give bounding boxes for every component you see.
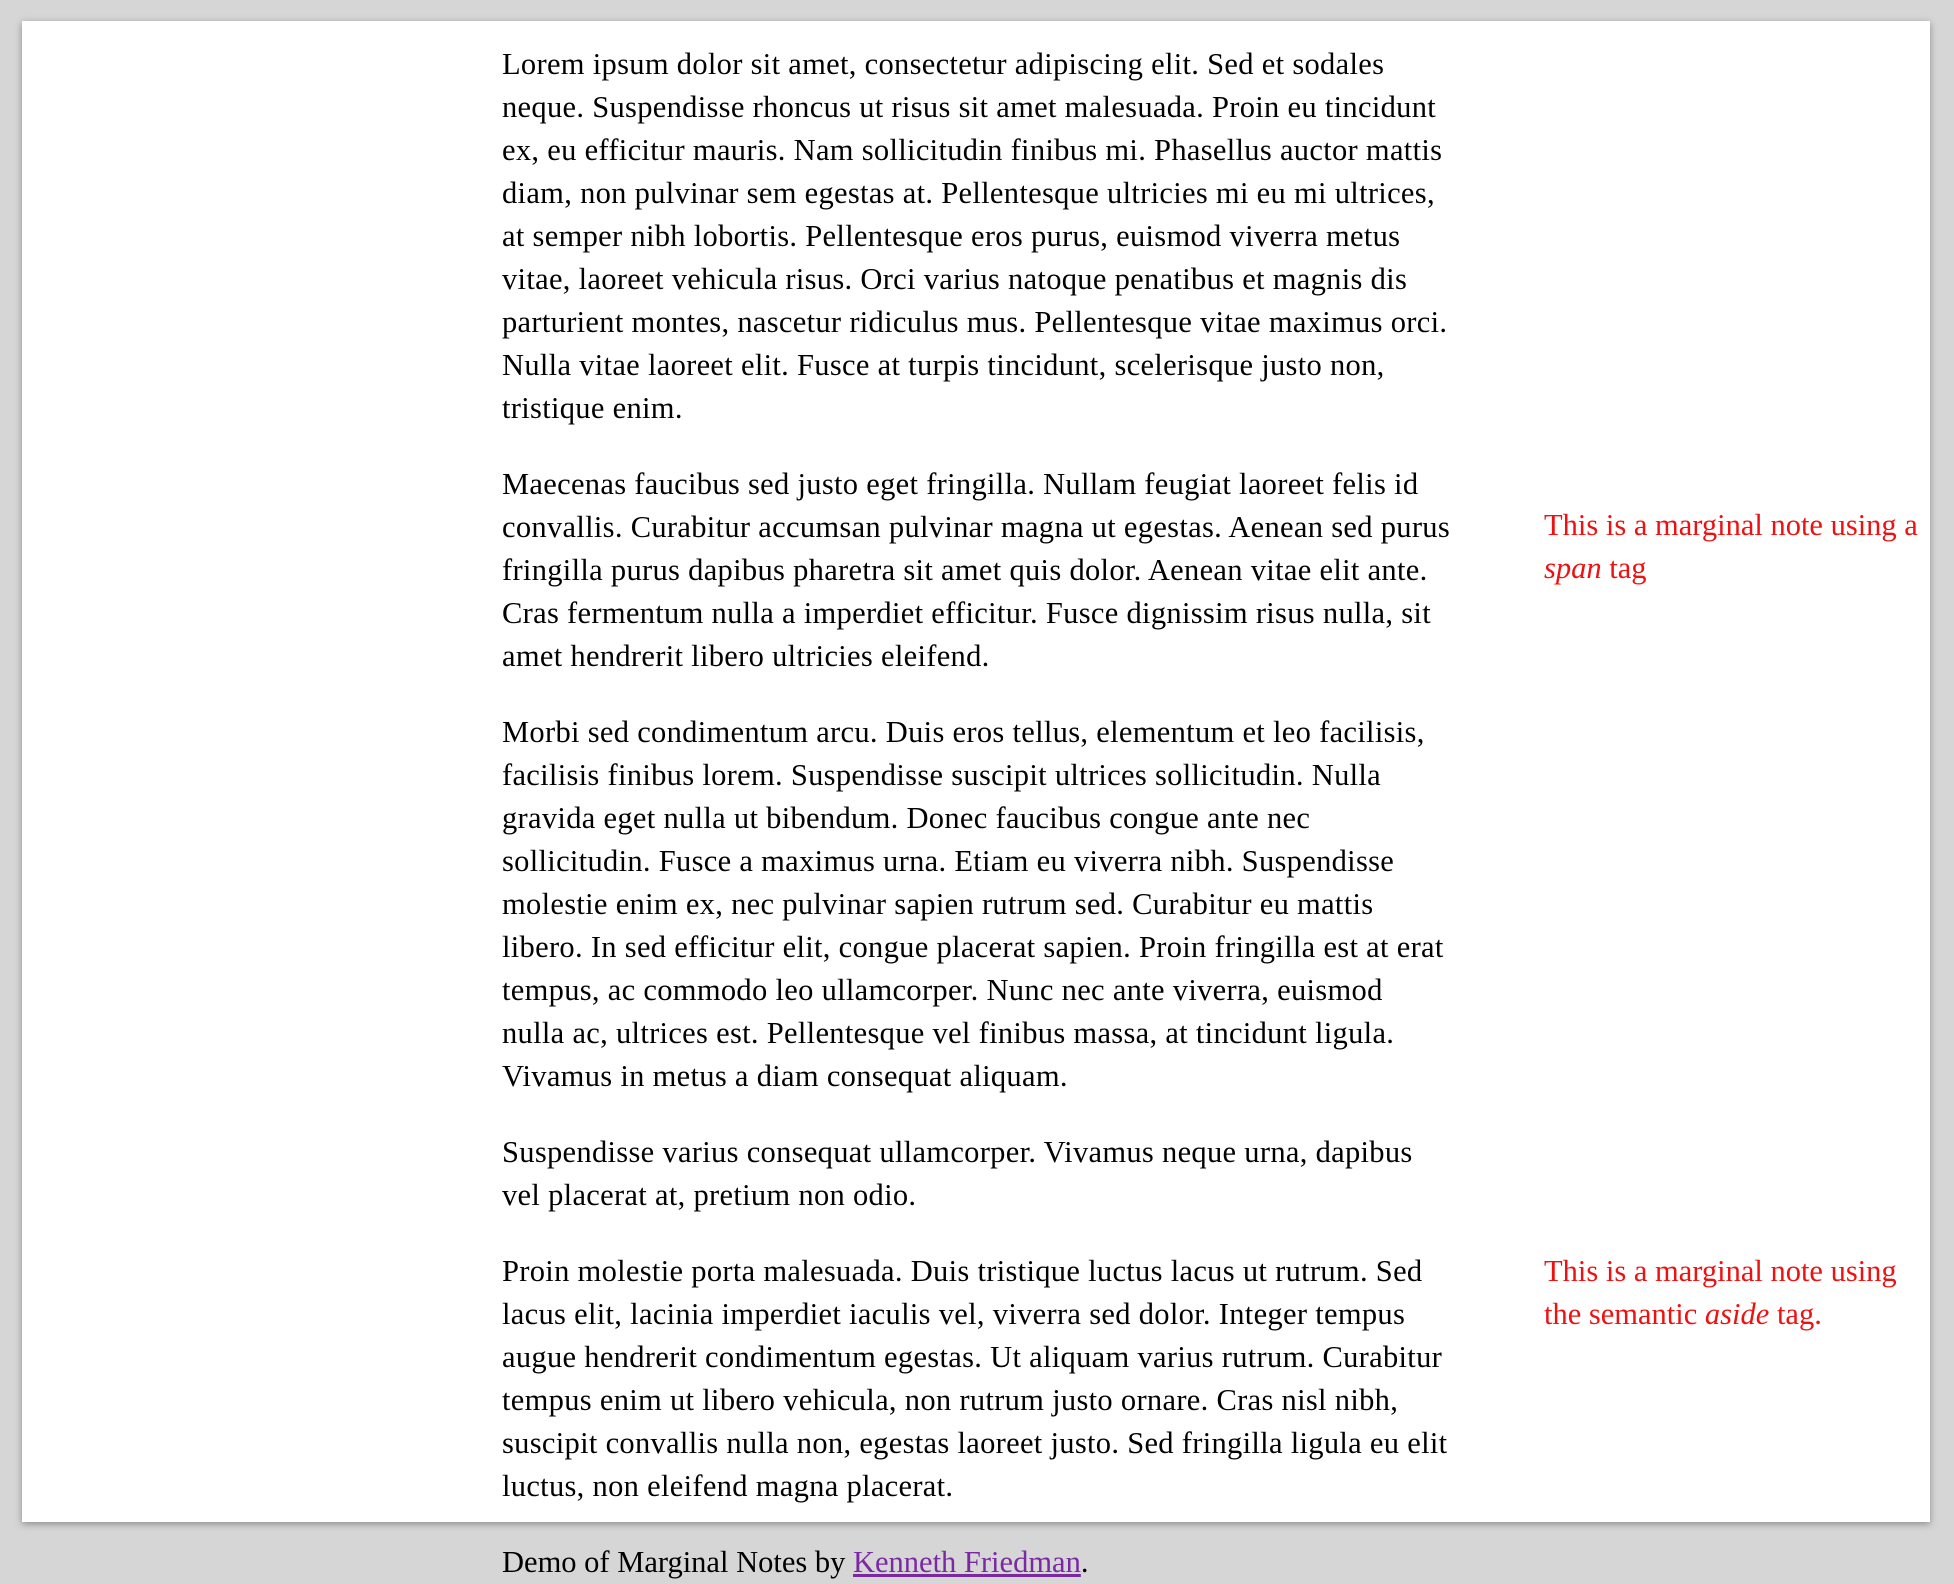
document-block-footer (502, 1541, 1914, 1584)
footer-prefix: Demo of Marginal Notes by (502, 1545, 853, 1579)
body-paragraph: Maecenas faucibus sed justo eget fringilla. Nullam feugiat laoreet felis id convallis. Curabitur accumsan pulvinar magna ut egestas. Aenean sed purus fringilla purus dapibus pharetra sit amet quis dolor. Aenean vitae elit ante. Cras fermentum nulla a imperdiet efficitur. Fusce dignissim risus nulla, sit amet hendrerit libero ultricies eleifend. (502, 467, 1451, 673)
document-block-1 (502, 43, 1914, 430)
main-column (502, 43, 1452, 430)
body-paragraph: Suspendisse varius consequat ullamcorper. Vivamus neque urna, dapibus vel placerat at, pretium non odio. (502, 1135, 1413, 1212)
body-paragraph: Proin molestie porta malesuada. Duis tristique luctus lacus ut rutrum. Sed lacus elit, lacinia imperdiet iaculis vel, viverra sed dolor. Integer tempus augue hendrerit condimentum egestas. Ut aliquam varius rutrum. Curabitur tempus enim ut libero vehicula, non rutrum justo ornare. Cras nisl nibh, suscipit convallis nulla non, egestas laoreet justo. Sed fringilla ligula eu elit luctus, non eleifend magna placerat. (502, 1254, 1448, 1503)
margin-note-aside-trail: tag. (1769, 1297, 1822, 1331)
margin-note-aside-tagname: aside (1704, 1297, 1770, 1331)
footer-credit (502, 1541, 1452, 1584)
author-link[interactable]: Kenneth Friedman (852, 1545, 1081, 1579)
main-column (502, 711, 1452, 1098)
main-column (502, 1250, 1452, 1508)
body-paragraph: Morbi sed condimentum arcu. Duis eros tellus, elementum et leo facilisis, facilisis finibus lorem. Suspendisse suscipit ultrices sollicitudin. Nulla gravida eget nulla ut bibendum. Donec faucibus congue ante nec sollicitudin. Fusce a maximus urna. Etiam eu viverra nibh. Suspendisse molestie enim ex, nec pulvinar sapien rutrum sed. Curabitur eu mattis libero. In sed efficitur elit, congue placerat sapien. Proin fringilla est at erat tempus, ac commodo leo ullamcorper. Nunc nec ante viverra, euismod nulla ac, ultrices est. Pellentesque vel finibus massa, at tincidunt ligula. Vivamus in metus a diam consequat aliquam. (502, 715, 1444, 1093)
margin-note-span-lead: This is a marginal note using a (1544, 508, 1918, 542)
margin-note-span-trail: tag (1601, 551, 1647, 585)
main-column (502, 463, 1452, 678)
document-block-4 (502, 1131, 1914, 1217)
document-block-5 (502, 1250, 1914, 1508)
main-column (502, 1541, 1452, 1584)
main-column (502, 1131, 1452, 1217)
margin-note-aside-lead: This is a marginal note using the semantic (1544, 1254, 1897, 1331)
document-layout (502, 43, 1918, 1584)
document-block-3 (502, 711, 1914, 1098)
document-page (22, 21, 1930, 1579)
margin-note-span-tagname: span (1544, 551, 1602, 585)
margin-note-aside (1544, 1250, 1934, 1336)
margin-note-span (1544, 504, 1934, 590)
document-block-2 (502, 463, 1918, 678)
body-paragraph: Lorem ipsum dolor sit amet, consectetur adipiscing elit. Sed et sodales neque. Suspendisse rhoncus ut risus sit amet malesuada. Proin eu tincidunt ex, eu efficitur mauris. Nam sollicitudin finibus mi. Phasellus auctor mattis diam, non pulvinar sem egestas at. Pellentesque ultricies mi eu mi ultrices, at semper nibh lobortis. Pellentesque eros purus, euismod viverra metus vitae, laoreet vehicula risus. Orci varius natoque penatibus et magnis dis parturient montes, nascetur ridiculus mus. Pellentesque vitae maximus orci. Nulla vitae laoreet elit. Fusce at turpis tincidunt, scelerisque justo non, tristique enim. (502, 47, 1448, 425)
footer-suffix: . (1080, 1545, 1089, 1579)
